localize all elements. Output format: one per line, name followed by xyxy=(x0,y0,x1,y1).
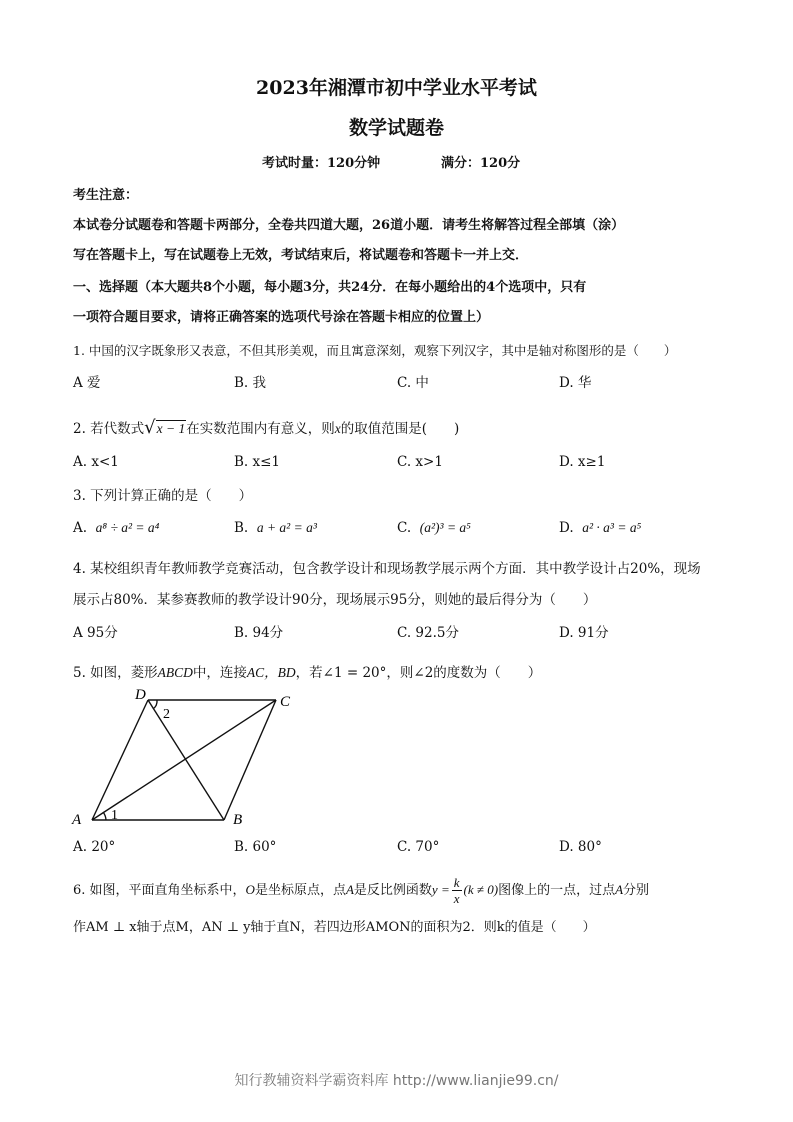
q2-radicand: x − 1 xyxy=(156,421,186,436)
q5-shape: ABCD xyxy=(157,665,193,680)
q6-func-den: x xyxy=(453,891,460,906)
q6-mid: 是坐标原点，点 xyxy=(254,883,346,898)
q2-stem-post: 的取值范围是( ) xyxy=(340,421,460,437)
q2-radical: √x − 1 xyxy=(144,417,186,438)
label-angle-2: 2 xyxy=(163,707,170,722)
q3-option-a xyxy=(73,520,159,536)
notice-line1: 本试卷分试题卷和答题卡两部分，全卷共四道大题，26道小题．请考生将解答过程全部填（涂） xyxy=(73,218,625,233)
q3-a-expr: a⁸ ÷ a² = a⁴ xyxy=(95,520,160,535)
q6-func-y: y = xyxy=(431,882,450,897)
q5-option-a: A. 20° xyxy=(73,839,116,855)
q6-end: 分别 xyxy=(623,883,650,898)
q5-option-b: B. 60° xyxy=(234,839,277,855)
exam-subtitle: 数学试题卷 xyxy=(348,117,444,139)
q2-option-c: C. x>1 xyxy=(397,454,443,470)
q3-d-expr: a² · a³ = a⁵ xyxy=(582,520,642,535)
q5-option-d: D. 80° xyxy=(559,839,602,855)
q2-stem-pre: 2. 若代数式 xyxy=(73,421,145,437)
q6-o: O xyxy=(245,882,255,897)
q2-option-d: D. x≥1 xyxy=(559,454,606,470)
q3-d-label: D. xyxy=(559,520,574,536)
q5-stem xyxy=(73,661,541,681)
page-footer: 知行教辅资料学霸资料库 http://www.lianjie99.cn/ xyxy=(234,1073,559,1089)
q6-pre: 6. 如图，平面直角坐标系中， xyxy=(73,883,246,898)
q3-c-label: C. xyxy=(397,520,412,536)
label-c: C xyxy=(280,694,291,710)
diagonal-bd xyxy=(148,700,224,820)
q1-option-d: D. 华 xyxy=(559,375,592,391)
angle-2-arc xyxy=(153,700,157,709)
exam-time: 考试时量：120分钟 xyxy=(262,156,381,171)
q3-option-c xyxy=(397,520,471,536)
q6-fraction xyxy=(452,875,462,906)
q6-post: 图像上的一点，过点 xyxy=(498,883,616,898)
q6-a2: A xyxy=(615,882,624,897)
q3-option-b xyxy=(234,520,317,536)
q3-option-d xyxy=(559,520,641,536)
label-d: D xyxy=(135,687,146,703)
q4-option-b: B. 94分 xyxy=(234,625,284,641)
q5-diag: AC，BD xyxy=(246,665,296,680)
q4-option-c: C. 92.5分 xyxy=(397,625,459,641)
edge-bc xyxy=(224,700,276,820)
q4-option-a: A 95分 xyxy=(73,625,118,641)
label-a: A xyxy=(72,812,82,828)
section1-line1: 一、选择题（本大题共8个小题，每小题3分，共24分．在每小题给出的4个选项中，只有 xyxy=(73,280,587,295)
rhombus-figure xyxy=(68,684,298,830)
q3-b-expr: a + a² = a³ xyxy=(256,520,317,535)
q6-func-num: k xyxy=(453,875,460,890)
q3-a-label: A. xyxy=(73,520,88,536)
notice-line2: 写在答题卡上，写在试题卷上无效，考试结束后，将试题卷和答题卡一并上交． xyxy=(73,248,529,263)
q2-var: x xyxy=(334,421,341,436)
q3-stem: 3. 下列计算正确的是（ ） xyxy=(73,488,253,504)
q2-option-b: B. x≤1 xyxy=(234,454,281,470)
q2-option-a: A. x<1 xyxy=(73,454,119,470)
q5-stem-pre: 5. 如图，菱形 xyxy=(73,665,158,681)
q6-mid2: 是反比例函数 xyxy=(353,883,432,898)
exam-title: 2023年湘潭市初中学业水平考试 xyxy=(256,77,537,99)
q6-a: A xyxy=(345,882,354,897)
label-angle-1: 1 xyxy=(111,808,118,823)
q3-c-expr: (a²)³ = a⁵ xyxy=(419,520,471,535)
q5-stem-post: ，若∠1 = 20°，则∠2的度数为（ ） xyxy=(295,665,542,681)
q1-option-b: B. 我 xyxy=(234,375,267,391)
q4-line1: 4. 某校组织青年教师教学竞赛活动，包含教学设计和现场教学展示两个方面．其中教学设计占20%，现场 xyxy=(73,561,701,577)
notice-heading: 考生注意： xyxy=(73,188,139,203)
q6-func-cond: (k ≠ 0) xyxy=(463,882,499,897)
q5-option-c: C. 70° xyxy=(397,839,440,855)
q3-b-label: B. xyxy=(234,520,249,536)
q5-stem-mid: 中，连接 xyxy=(192,665,247,681)
q1-stem: 1. 中国的汉字既象形又表意，不但其形美观，而且寓意深刻，观察下列汉字，其中是轴对称图形的是（ ） xyxy=(73,343,677,358)
label-b: B xyxy=(233,812,243,828)
q2-stem xyxy=(73,417,459,438)
q4-line2: 展示占80%．某参赛教师的教学设计90分，现场展示95分，则她的最后得分为（ ） xyxy=(73,592,597,608)
exam-score: 满分：120分 xyxy=(441,156,521,171)
q1-option-c: C. 中 xyxy=(397,375,429,391)
q6-line2: 作AM ⊥ x轴于点M，AN ⊥ y轴于直N，若四边形AMON的面积为2．则k的值是（ ） xyxy=(73,920,596,935)
angle-1-arc xyxy=(103,812,106,820)
section1-line2: 一项符合题目要求，请将正确答案的选项代号涂在答题卡相应的位置上） xyxy=(73,310,490,325)
q1-option-a: A 爱 xyxy=(73,375,101,391)
q4-option-d: D. 91分 xyxy=(559,625,609,641)
q6-line1 xyxy=(73,875,649,906)
q2-stem-mid: 在实数范围内有意义，则 xyxy=(186,421,335,437)
